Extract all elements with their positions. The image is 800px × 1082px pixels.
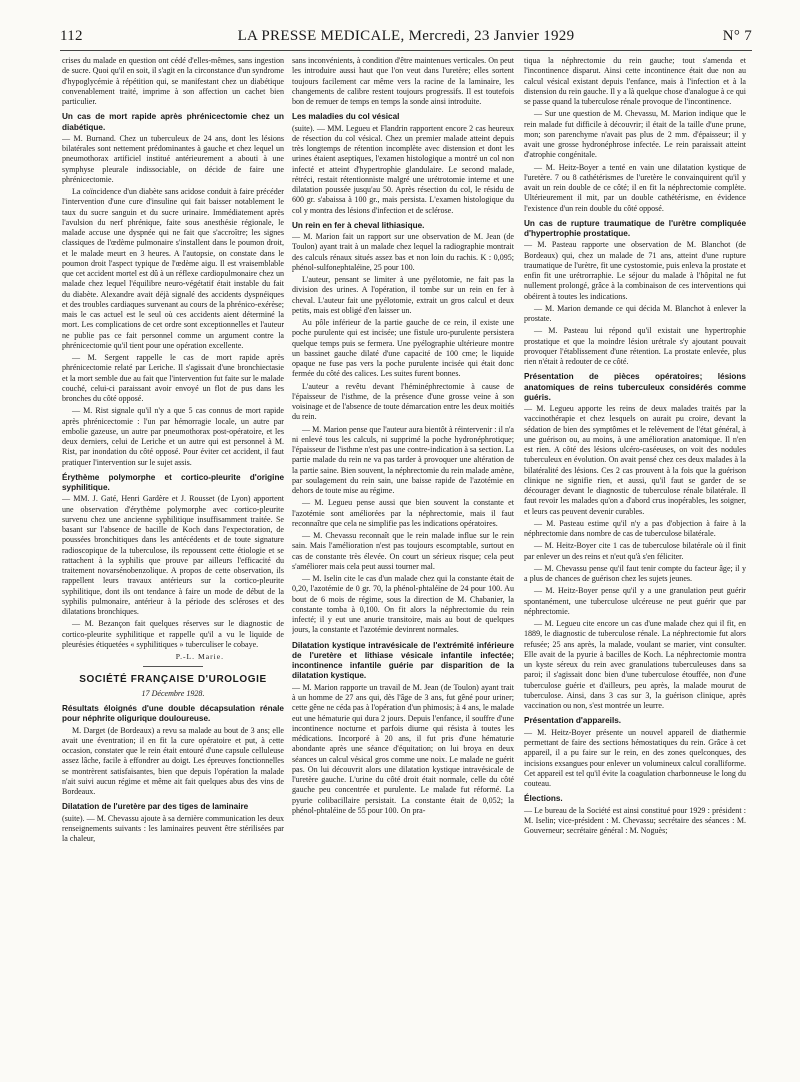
paragraph: — M. Rist signale qu'il n'y a que 5 cas connus de mort rapide après phrénicectomie : l'un par hémorragie locale, un autre par embolie gazeuse, un autre par pneumothorax post-opératoire, et les deux derniers, celui de Leriche et un autre qui est personnel à M. Rist, par inondation du côté opposé. Pour éviter cet accident, il faut pratiquer l'intervention sur le sujet assis. — [62, 406, 284, 467]
column-3 — [524, 56, 746, 1076]
paragraph: — Sur une question de M. Chevassu, M. Marion indique que le rein malade fut difficile à découvrir; il était de la taille d'une prune, mon; son parenchyme n'avait pas plus de 2 mm. d'épaisseur; il y avait une grosse hydronéphrose infectée. Le rein paraissait atteint d'atrophie congénitale. — [524, 109, 746, 160]
section-heading: Érythème polymorphe et cortico-pleurite d'origine syphilitique. — [62, 472, 284, 493]
paragraph: La coïncidence d'un diabète sans acidose conduit à faire précéder l'intervention d'une cure d'insuline qui fait baisser notablement le taux du sucre sanguin et du sucre urinaire. Immédiatement après l'avulsion du nerf phrénique, faite sous anesthésie régionale, le malade accuse une dyspnée qui ne fait que s'accroître; les signes classiques de l'œdème pulmonaire s'installent dans le poumon droit, et le malade meurt en 3 heures. A l'autopsie, on constate dans le poumon droit l'aspect typique de l'œdème aigu. Il est vraisemblable que cet accident mortel est dû à un réflexe cardiopulmonaire chez un malade chez lequel l'équilibre neuro-végétatif était instable du fait du diabète. Alexandre avait déjà signalé des accidents dyspnéiques et des troubles cardiaques survenant au cours de la phrénico-exérèse; mais le cas actuel est le seul où ces accidents aient déterminé la mort. Les complications de cet ordre sont exceptionnelles et l'auteur ne publie pas ce fait personnel comme un argument contre la phrénicectomie qu'il tient pour une opération excellente. — [62, 187, 284, 350]
paragraph: — M. Heitz-Boyer pense qu'il y a une granulation peut guérir spontanément, une tuberculose ulcéreuse ne peut guérir que par néphrectomie. — [524, 586, 746, 616]
paragraph: (suite). — M. Chevassu ajoute à sa dernière communication les deux renseignements suivants : les laminaires peuvent être stérilisées par la chaleur, — [62, 813, 284, 844]
session-date: 17 Décembre 1928. — [141, 688, 205, 698]
paragraph: — M. Legueu pense aussi que bien souvent la constante et l'azotémie sont améliorées par la néphrectomie, mais il faut reconnaître que cela ne simplifie pas les indications opératoires. — [292, 498, 514, 528]
paragraph: — M. Sergent rappelle le cas de mort rapide après phrénicectomie relaté par Leriche. Il s'agissait d'une bronchiectasie et la mort semble due au fait que l'intervention fut faite sur le malade couché, celui-ci paraissant avoir envoyé un flot de pus dans les bronches du côté opposé. — [62, 353, 284, 404]
paragraph: — M. Iselin cite le cas d'un malade chez qui la constante était de 0,20, l'azotémie de 0 gr. 70, la phénol-phtaléine de 24 pour 100. Au bout de 6 mois de régime, sous la direction de M. Chabanier, la constante tomba à 0,100. On fit alors la néphrectomie du rein infecté; il y eut une anurie transitoire, mais au bout de quelques jours, la constante et l'azotémie devinrent normales. — [292, 574, 514, 635]
paragraph: — M. Chevassu reconnaît que le rein malade influe sur le rein sain. Mais l'amélioration n'est pas toujours escomptable, surtout en cas de constante très élevée. On court un sérieux risque; cela peut s'améliorer mais cela peut aussi tourner mal. — [292, 531, 514, 571]
column-1 — [62, 56, 284, 1076]
section-heading: Résultats éloignés d'une double décapsulation rénale pour néphrite oligurique douloureuse. — [62, 703, 284, 724]
paragraph: — M. Heitz-Boyer cite 1 cas de tuberculose bilatérale où il finit par enlever un des reins et n'eut qu'à s'en féliciter. — [524, 541, 746, 561]
paragraph: — M. Marion demande ce qui décida M. Blanchot à enlever la prostate. — [524, 303, 746, 324]
section-heading: Un rein en fer à cheval lithiasique. — [292, 220, 425, 230]
section-heading: Présentation d'appareils. — [524, 716, 622, 726]
journal-title: LA PRESSE MEDICALE, Mercredi, 23 Janvier 1929 — [237, 28, 575, 44]
author-signature: P.-L. Marie. — [175, 652, 224, 662]
paragraph: L'auteur a revêtu devant l'héminéphrectomie à cause de l'épaisseur de l'isthme, de la présence d'une grosse veine à son voisinage et de l'absence de toute démarcation entre les deux moitiés du rein. — [292, 381, 514, 422]
paragraph: — Le bureau de la Société est ainsi constitué pour 1929 : président : M. Iselin; vice-président : M. Chevassu; secrétaire des séances : M. Gouverneur; secrétaire général : M. Noguès; — [524, 805, 746, 836]
paragraph: — M. Bezançon fait quelques réserves sur le diagnostic de cortico-pleurite syphilitique et rappelle qu'il a vu le liquide de pleurésies étiquetées « syphilitiques » tuberculiser le cobaye. — [62, 619, 284, 649]
paragraph: — M. Heitz-Boyer présente un nouvel appareil de diathermie permettant de faire des sections hémostatiques du rein. Grâce à cet appareil, il a pu faire sur le rein, en des zones quelconques, des incisions exsangues pour enlever un volumineux calcul coralliforme. Cet appareil est tel qu'il évite la coagulation charbonneuse le long du couteau. — [524, 727, 746, 789]
section-heading: Les maladies du col vésical — [292, 112, 400, 122]
paragraph: — M. Pasteau lui répond qu'il existait une hypertrophie prostatique et que la moindre lésion urétrale s'y ajoutant pouvait provoquer l'établissement d'une rétention. La prostate enlevée, plus rien n'était à redouter de ce côté. — [524, 326, 746, 367]
page-number: 112 — [60, 28, 83, 44]
section-heading: Dilatation kystique intravésicale de l'extrémité inférieure de l'uretère et lithiase vésicale infantile infectée; incontinence infantile guérie par disparition de la dilatation kystique. — [292, 640, 514, 681]
paragraph: Au pôle inférieur de la partie gauche de ce rein, il existe une poche purulente qui est incisée; une fistule uro-purulente persistera quelque temps puis se fermera. Une pyélographie ultérieure montre un bassinet gauche dilaté d'une capacité de 100 cme; le liquide opaque ne fuse pas vers la poche purulente incisée qui était donc fermée du côté des calices. Les suites furent bonnes. — [292, 318, 514, 379]
paragraph: — M. Marion rapporte un travail de M. Jean (de Toulon) ayant trait à un homme de 27 ans qui, dès l'âge de 3 ans, fut gêné pour uriner; cette gêne ne céda pas à l'opération d'un phimosis; à 4 ans, le malade eut une hématurie qui dura 2 jours. Depuis l'enfance, il souffre d'une incontinence nocturne et parfois diurne qui résista à toutes les médications. Incorporé à 20 ans, il fut pris d'une hématurie abondante après une séance d'équitation; on lui broya en deux séances un calcul vésical gros comme une noix. Le malade ne guérit pas. On lui découvrit alors une dilatation kystique intravésicale de l'uretère gauche. L'urine du côté droit était normale, celle du côté gauche peu concentrée et purulente. Le malade fut réformé. La pyurie colibacillaire persistait. La constante était de 0,052; la phénol-phtaléine de 55 pour 100. On pra- — [292, 682, 514, 815]
paragraph: — M. Legueu apporte les reins de deux malades traités par la vaccinothérapie et chez lesquels on aurait pu croire, devant la sédation de bien des symptômes et le relèvement de l'état général, à une guérison ou, au moins, à une amélioration anatomique. Il n'en est rien. A côté des lésions ulcéro-caséeuses, on voit des nodules tuberculeux en évolution. On avait pensé chez ces deux malades à la bilatéralité des lésions. Ces 2 cas prouvent à la fois que la guérison clinique ne signifie rien, et aussi, qu'il faut se garder de se décourager devant le diagnostic de tuberculose rénale bilatérale. Il faut revoir les malades qu'on a d'abord crus inopérables, les soigner, et leurs cas peuvent devenir curables. — [524, 404, 746, 516]
paragraph: — M. Chevassu pense qu'il faut tenir compte du facteur âge; il y a plus de chances de guérison chez les sujets jeunes. — [524, 563, 746, 584]
column-2 — [292, 56, 514, 1076]
header-rule — [60, 50, 752, 51]
section-heading: Un cas de mort rapide après phrénicectomie chez un diabétique. — [62, 112, 284, 132]
section-heading: Dilatation de l'uretère par des tiges de laminaire — [62, 802, 249, 812]
divider — [143, 666, 203, 667]
paragraph: crises du malade en question ont cédé d'elles-mêmes, sans ingestion de sucre. Quoi qu'il en soit, il s'agit en la circonstance d'un syndrome d'hypoglycémie à répétition qui, se manifestant chez un diabétique convenablement traité, imprime à son affection un cachet bien particulier. — [62, 56, 284, 106]
paragraph: (suite). — MM. Legueu et Flandrin rapportent encore 2 cas heureux de résection du col vésical. Chez un premier malade atteint depuis très longtemps de rétention incomplète avec distension et dont les urines étaient aseptiques, l'examen histologique a montré un col non infecté et atteint d'hypertrophie glandulaire. Le second malade, rétréci, restait rétentionniste malgré une urétrotomie interne et une dilatation poussée jusqu'au 50. Après résection du col, le résidu de 600 gr. s'abaissa à 100 gr., mais persista. L'examen histologique du col y montra des lésions d'infection et de sclérose. — [292, 123, 514, 215]
paragraph: — M. Marion fait un rapport sur une observation de M. Jean (de Toulon) ayant trait à un malade chez lequel la radiographie montrait des calculs rénaux situés assez bas et non loin du rachis. K : 0,095; phénol-sulfonephtaléine, 25 pour 100. — [292, 232, 514, 272]
paragraph: L'auteur, pensant se limiter à une pyélotomie, ne fait pas la division des urines. A l'opération, il tombe sur un rein en fer à cheval. L'auteur fait une pyélotomie, extrait un gros calcul et deux petits, mais est obligé d'en laisser un. — [292, 275, 514, 315]
issue-number: N° 7 — [722, 28, 752, 44]
paragraph: sans inconvénients, à condition d'être maintenues verticales. On peut les introduire aussi haut que l'on veut dans l'uretère; elles sortent toujours facilement car même vers la racine de la laminaire, les changements de calibre restent toujours progressifs. Il est toutefois bon de remuer de temps en temps la sonde ainsi introduite. — [292, 56, 514, 106]
section-heading: Un cas de rupture traumatique de l'urètre compliquée d'hypertrophie prostatique. — [524, 218, 746, 239]
page-header — [60, 28, 752, 50]
paragraph: — M. Pasteau rapporte une observation de M. Blanchot (de Bordeaux) qui, chez un malade de 71 ans, atteint d'une rupture traumatique de l'urètre, fit une cystostomie, puis enleva la prostate et enfin fit une urétrorraphie. Le séjour du malade à l'hôpital ne fut nullement prolongé, grâce à la combinaison de ces interventions qui obéirent à toutes les indications. — [524, 240, 746, 301]
paragraph: — M. Legueu cite encore un cas d'une malade chez qui il fit, en 1889, le diagnostic de tuberculose rénale. La néphrectomie fut alors refusée; 25 ans après, la malade, voulant se marier, vint consulter. Elle avait de la pyurie à bacilles de Koch. La néphrectomie montra un kyste séreux du rein avec granulations tuberculeuses dans sa paroi; il s'agissait donc bien d'une tuberculose étouffée, non d'une tuberculose guérie et d'ailleurs, peu après, la malade mourut de tuberculose. Ainsi, dans 3 cas sur 3, la guérison clinique, après vaccination ou non, s'est montrée un leurre. — [524, 619, 746, 711]
section-heading: Élections. — [524, 794, 563, 804]
paragraph: — M. Heitz-Boyer a tenté en vain une dilatation kystique de l'uretère. 7 ou 8 cathétérismes de l'uretère le convainquirent qu'il y avait un rein double de ce côté; il en fit la néphrectomie complète. Ultérieurement il mit, par un double cathétérisme, en évidence l'existence d'un rein double du côté opposé. — [524, 162, 746, 213]
paragraph: — MM. J. Gaté, Henri Gardère et J. Rousset (de Lyon) apportent une observation d'érythème polymorphe avec cortico-pleurite survenu chez une ancienne syphilitique insuffisamment traitée. Se basant sur l'absence de bacille de Koch dans l'expectoration, de poussées bronchitiques dans les antécédents et de toute signature radioscopique de la tuberculose, ils repoussent cette étiologie et se rattachent à la syphilis que prouve par ailleurs l'efficacité du traitement novarsénobenzolique. A propos de cette observation, ils rappellent leurs travaux antérieurs sur la cortico-pleurite syphilitique, dont ils ont tendance à faire un mode de début de la syphilis pulmonaire, antérieur à la période des scléroses et des dilatations bronchiques. — [62, 494, 284, 617]
society-title: SOCIÉTÉ FRANÇAISE D'UROLOGIE — [79, 674, 267, 686]
paragraph: tiqua la néphrectomie du rein gauche; tout s'amenda et l'incontinence disparut. Ainsi cette incontinence était due non au calcul vésical existant depuis l'enfance, mais à l'infection et à la distension du rein gauche. Il y a là quelque chose d'analogue à ce qui se passe quand la tuberculose rénale provoque de l'incontinence. — [524, 56, 746, 106]
paragraph: — M. Marion pense que l'auteur aura bientôt à réintervenir : il n'a ni enlevé tous les calculs, ni supprimé la poche hydronéphrotique; l'épaisseur de l'isthme n'est pas une contre-indication à sa section. La partie malade du rein ne va pas tarder à provoquer une altération de la partie saine. Bien souvent, la néphrectomie du rein malade amène, par soulagement du rein sain, une baisse rapide de l'azotémie en dehors de toute mise au régime. — [292, 424, 514, 496]
paragraph: M. Darget (de Bordeaux) a revu sa malade au bout de 3 ans; elle avait une éventration; il en fit la cure opératoire et put, à cette occasion, constater que le rein était entouré d'une capsule celluleuse assez lâche, facile à effondrer au doigt. Les épreuves fonctionnelles se montrèrent satisfaisantes, bien que depuis l'opération la malade n'ait suivi aucun régime et même ait fait quelques abus des vins de Bordeaux. — [62, 725, 284, 797]
section-heading: Présentation de pièces opératoires; lésions anatomiques de reins tuberculeux considérés comme guéris. — [524, 372, 746, 402]
paragraph: — M. Pasteau estime qu'il n'y a pas d'objection à faire à la néphrectomie dans nombre de cas de tuberculose bilatérale. — [524, 518, 746, 539]
paragraph: — M. Burnand. Chez un tuberculeux de 24 ans, dont les lésions bilatérales sont nettement prédominantes à gauche et chez lequel un pneumothorax artificiel institué antérieurement a abouti à une symphyse pleurale indissociable, on décide de faire une phrénicectomie. — [62, 133, 284, 184]
